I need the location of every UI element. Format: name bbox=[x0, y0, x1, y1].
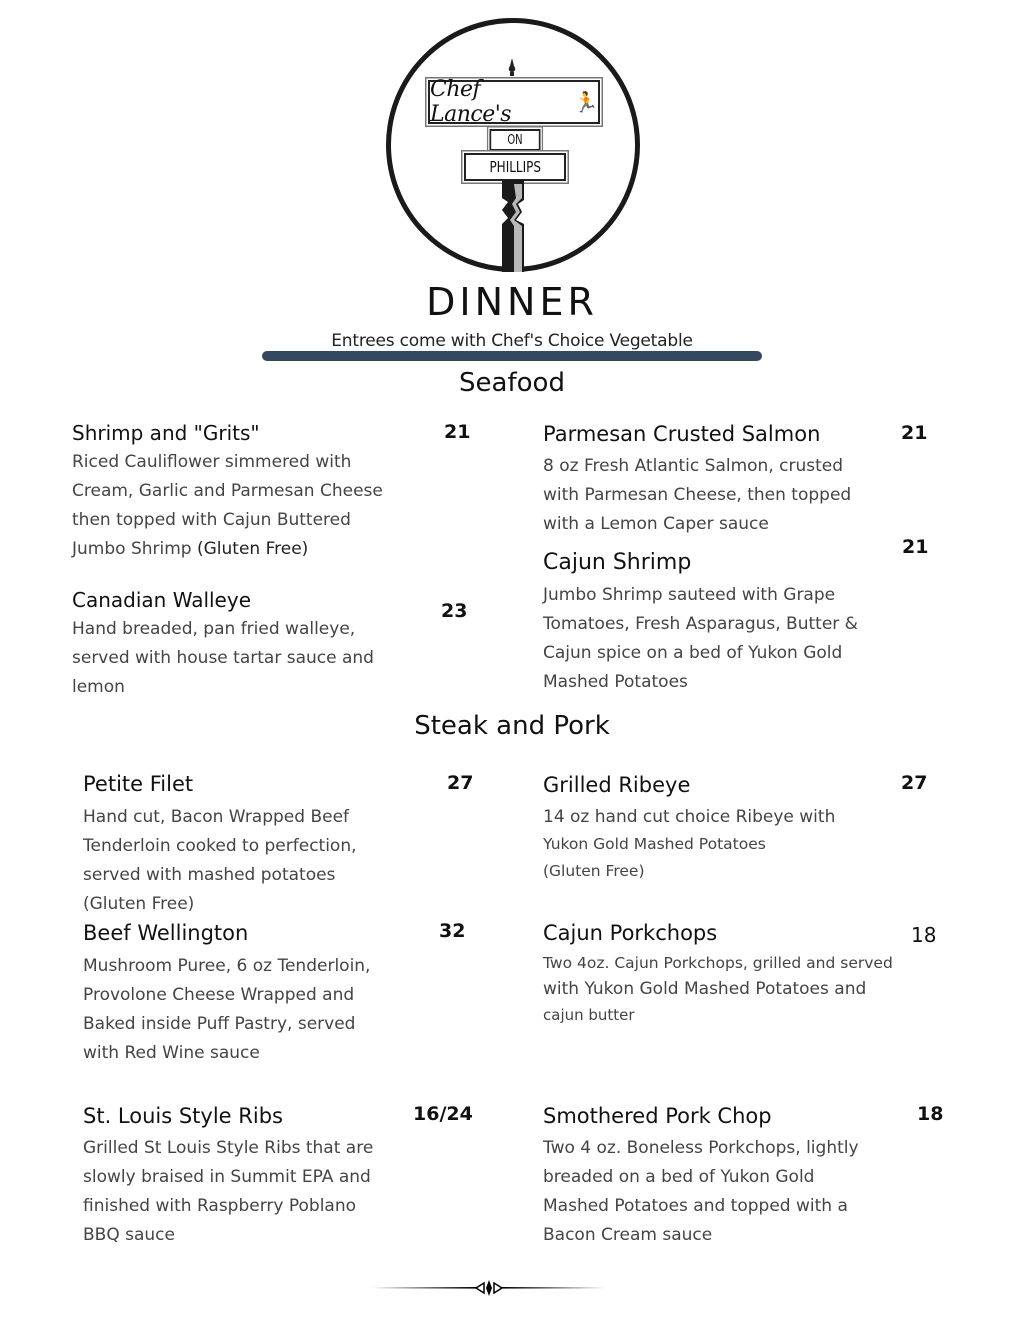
item-description: Hand cut, Bacon Wrapped Beef Tenderloin cooked to perfection, served with mashed potatoes (Gluten Free) bbox=[83, 807, 357, 914]
item-name: Smothered Pork Chop bbox=[543, 1104, 772, 1128]
sign-pole-icon bbox=[500, 180, 526, 272]
item-name: Shrimp and "Grits" bbox=[72, 421, 260, 445]
running-chef-icon: 🏃 bbox=[573, 90, 598, 114]
logo-sign-on bbox=[490, 129, 541, 151]
item-description: Two 4oz. Cajun Porkchops, grilled and served with Yukon Gold Mashed Potatoes and cajun butter bbox=[543, 954, 893, 1024]
decorative-divider-icon bbox=[372, 1279, 606, 1297]
item-description: Grilled St Louis Style Ribs that are slowly braised in Summit EPA and finished with Raspberry Poblano BBQ sauce bbox=[83, 1138, 374, 1245]
item-price: 18 bbox=[911, 923, 937, 947]
logo-text-chef-lances: Chef Lance's bbox=[430, 77, 512, 127]
item-price: 21 bbox=[444, 421, 471, 443]
logo-sign-main bbox=[428, 77, 600, 127]
item-name: Canadian Walleye bbox=[72, 588, 252, 612]
item-description: 8 oz Fresh Atlantic Salmon, crusted with Parmesan Cheese, then topped with a Lemon Caper sauce bbox=[543, 456, 852, 534]
page-title: DINNER bbox=[426, 280, 598, 324]
item-description: Mushroom Puree, 6 oz Tenderloin, Provolone Cheese Wrapped and Baked inside Puff Pastry, served with Red Wine sauce bbox=[83, 956, 371, 1063]
section-heading-seafood: Seafood bbox=[459, 368, 565, 398]
item-name: Beef Wellington bbox=[83, 921, 249, 945]
item-price: 18 bbox=[917, 1103, 944, 1125]
item-name: Grilled Ribeye bbox=[543, 773, 691, 797]
item-price: 27 bbox=[447, 772, 474, 794]
item-name: Cajun Porkchops bbox=[543, 921, 718, 945]
item-price: 23 bbox=[441, 600, 468, 622]
item-price: 32 bbox=[439, 920, 466, 942]
item-price: 21 bbox=[901, 422, 928, 444]
restaurant-logo bbox=[386, 18, 640, 272]
logo-text-phillips: PHILLIPS bbox=[489, 158, 541, 176]
section-heading-steak-and-pork: Steak and Pork bbox=[414, 711, 610, 741]
item-name: Parmesan Crusted Salmon bbox=[543, 422, 821, 446]
item-name: St. Louis Style Ribs bbox=[83, 1104, 283, 1128]
item-description: Riced Cauliflower simmered with Cream, Garlic and Parmesan Cheese then topped with Cajun Buttered Jumbo Shrimp (Gluten Free) bbox=[72, 452, 383, 559]
item-name: Cajun Shrimp bbox=[543, 550, 692, 575]
gluten-free-note: (Gluten Free) bbox=[196, 539, 309, 559]
item-price: 27 bbox=[901, 772, 928, 794]
logo-text-on: ON bbox=[507, 132, 523, 148]
logo-sign-phillips bbox=[464, 153, 566, 181]
item-description: Jumbo Shrimp sauteed with Grape Tomatoes, Fresh Asparagus, Butter & Cajun spice on a bed of Yukon Gold Mashed Potatoes bbox=[543, 585, 858, 692]
item-description: 14 oz hand cut choice Ribeye with Yukon Gold Mashed Potatoes (Gluten Free) bbox=[543, 807, 836, 880]
item-name: Petite Filet bbox=[83, 772, 194, 796]
item-price: 21 bbox=[902, 536, 929, 558]
sign-finial-icon bbox=[507, 58, 517, 76]
menu-item-shrimp-and-grits bbox=[72, 421, 260, 445]
item-price: 16/24 bbox=[413, 1103, 473, 1125]
header-divider bbox=[262, 351, 762, 361]
page-subtitle: Entrees come with Chef's Choice Vegetable bbox=[331, 331, 693, 351]
item-description: Hand breaded, pan fried walleye, served with house tartar sauce and lemon bbox=[72, 619, 374, 697]
item-description: Two 4 oz. Boneless Porkchops, lightly breaded on a bed of Yukon Gold Mashed Potatoes and topped with a Bacon Cream sauce bbox=[543, 1138, 859, 1245]
